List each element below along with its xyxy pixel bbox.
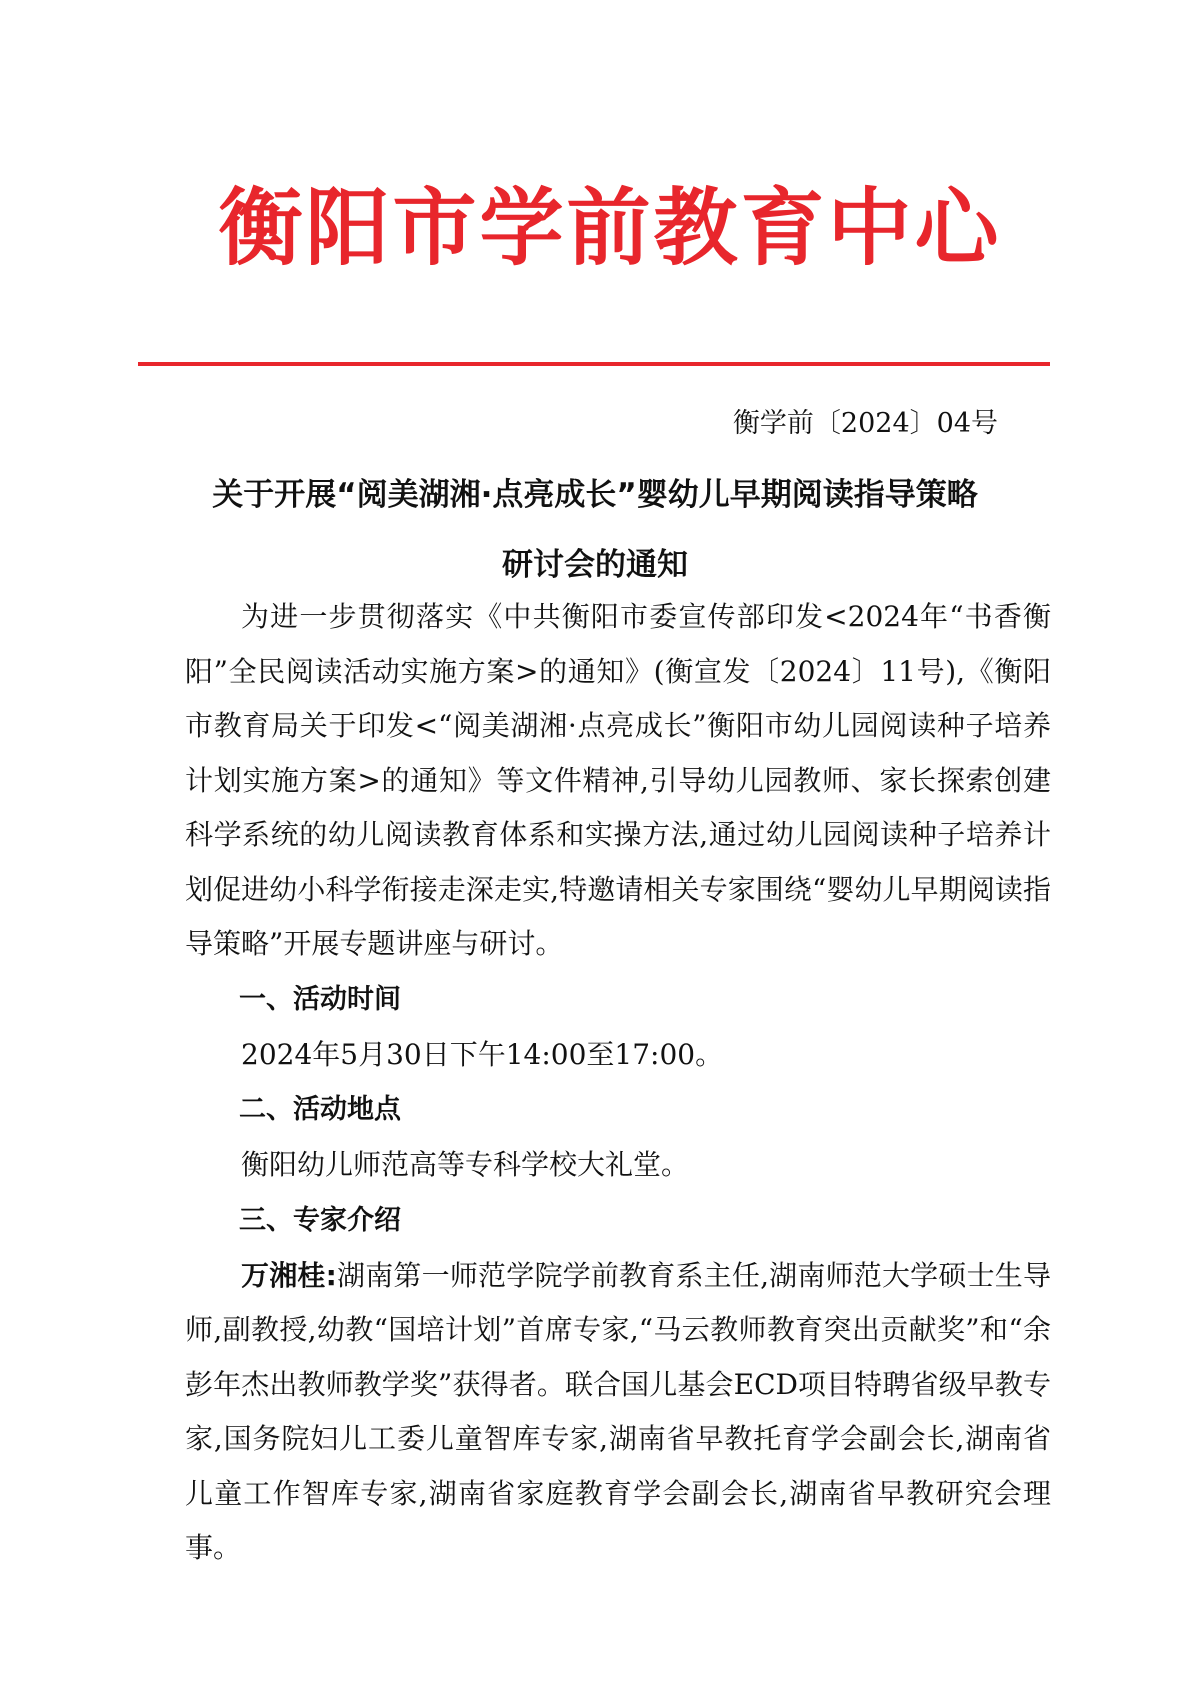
document-body bbox=[185, 590, 1051, 1576]
intro-paragraph: 为进一步贯彻落实《中共衡阳市委宣传部印发<2024年“书香衡阳”全民阅读活动实施方案>的通知》(衡宣发〔2024〕11号),《衡阳市教育局关于印发<“阅美湖湘·点亮成长”衡阳市幼儿园阅读种子培养计划实施方案>的通知》等文件精神,引导幼儿园教师、家长探索创建科学系统的幼儿阅读教育体系和实操方法,通过幼儿园阅读种子培养计划促进幼小科学衔接走深走实,特邀请相关专家围绕“婴幼儿早期阅读指导策略”开展专题讲座与研讨。 bbox=[185, 600, 1051, 960]
document-number: 衡学前〔2024〕04号 bbox=[732, 408, 998, 439]
section-heading-experts: 三、专家介绍 bbox=[239, 1204, 401, 1236]
section-heading-time: 一、活动时间 bbox=[239, 983, 401, 1015]
header-divider-rule bbox=[138, 362, 1050, 366]
expert-paragraph bbox=[185, 1249, 1051, 1576]
document-title-line-1: 关于开展“阅美湖湘·点亮成长”婴幼儿早期阅读指导策略 bbox=[212, 477, 978, 513]
document-title bbox=[140, 460, 1050, 600]
section-heading-location: 二、活动地点 bbox=[239, 1094, 401, 1125]
expert-bio: 湖南第一师范学院学前教育系主任,湖南师范大学硕士生导师,副教授,幼教“国培计划”首席专家,“马云教师教育突出贡献奖”和“余彭年杰出教师教学奖”获得者。联合国儿基会ECD项目特聘省级早教专家,国务院妇儿工委儿童智库专家,湖南省早教托育学会副会长,湖南省儿童工作智库专家,湖南省家庭教育学会副会长,湖南省早教研究会理事。 bbox=[185, 1258, 1051, 1564]
org-header-title: 衡阳市学前教育中心 bbox=[218, 179, 1002, 277]
activity-time-text: 2024年5月30日下午14:00至17:00。 bbox=[241, 1037, 724, 1071]
document-title-line-2: 研讨会的通知 bbox=[502, 547, 688, 583]
expert-name: 万湘桂: bbox=[241, 1258, 337, 1292]
activity-location-text: 衡阳幼儿师范高等专科学校大礼堂。 bbox=[241, 1148, 690, 1181]
